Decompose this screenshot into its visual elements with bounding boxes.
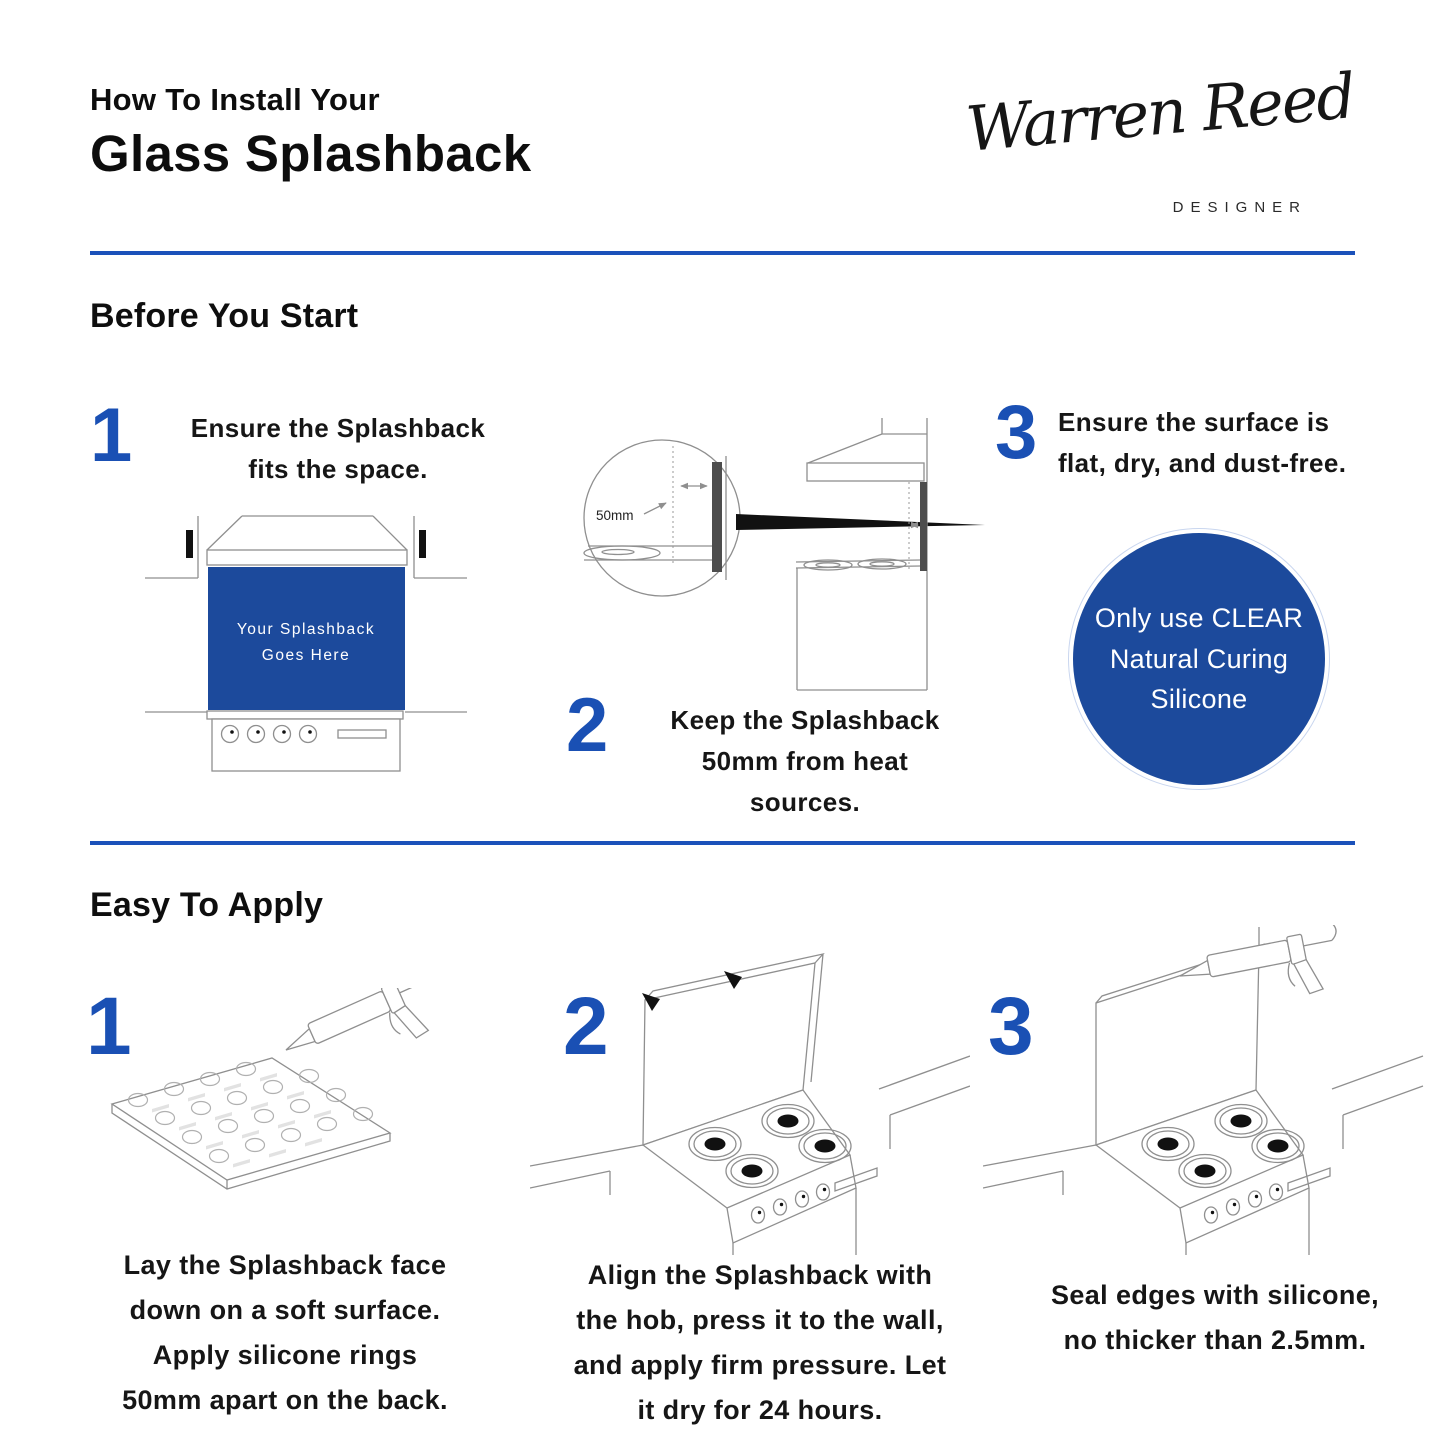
- before-step2-text: [635, 700, 975, 823]
- panel-silicone-illustration: [100, 988, 460, 1203]
- divider-top: [90, 251, 1355, 255]
- apply-step2-caption-line4: it dry for 24 hours.: [637, 1395, 883, 1426]
- pointer-wedge: [736, 514, 985, 530]
- before-step2-number: 2: [566, 683, 609, 768]
- cooker-hood-outline: [207, 516, 407, 550]
- before-step3-text: [1058, 402, 1428, 484]
- clearance-detail-illustration: [560, 418, 1000, 748]
- before-step3-line1: Ensure the surface is: [1058, 407, 1330, 437]
- brand-logo: [963, 59, 1357, 234]
- before-step1-number: 1: [90, 393, 133, 478]
- cooker-side-view: [796, 418, 927, 690]
- dimension-label: 50mm: [596, 508, 634, 523]
- logo-signature-text: Warren Reed: [963, 59, 1357, 166]
- splashback-placeholder-area: [208, 567, 405, 710]
- title-line-2: Glass Splashback: [90, 125, 532, 182]
- before-step3-line2: flat, dry, and dust-free.: [1058, 448, 1347, 479]
- silicone-badge: [1068, 528, 1330, 790]
- apply-step1-caption-line3: Apply silicone rings: [152, 1340, 418, 1371]
- splashback-edge-detail: [712, 462, 722, 572]
- cabinet-handle-left: [186, 530, 193, 558]
- apply-step3-caption-line2: no thicker than 2.5mm.: [1063, 1325, 1367, 1356]
- page-title: [90, 82, 531, 183]
- logo-subtitle: DESIGNER: [1172, 199, 1307, 216]
- seal-edges-illustration: [983, 925, 1438, 1255]
- before-step1-line2: fits the space.: [248, 454, 428, 485]
- apply-step2-number: 2: [563, 981, 609, 1072]
- apply-step1-caption: [70, 1243, 500, 1423]
- before-step1-line1: Ensure the Splashback: [190, 413, 486, 443]
- apply-step2-caption-line3: and apply firm pressure. Let: [573, 1350, 947, 1381]
- title-line-1: How To Install Your: [90, 82, 380, 117]
- silicone-badge-circle: [1073, 533, 1325, 785]
- before-heading: Before You Start: [90, 297, 359, 335]
- splashback-placeholder-line2: Goes Here: [261, 647, 351, 664]
- silicone-badge-line1: Only use CLEAR: [1094, 603, 1304, 634]
- splashback-placeholder-line1: Your Splashback: [236, 621, 376, 638]
- apply-step1-number: 1: [86, 981, 132, 1072]
- silicone-badge-line3: Silicone: [1150, 684, 1248, 715]
- apply-step2-caption-line2: the hob, press it to the wall,: [576, 1305, 944, 1336]
- before-step2-line3: sources.: [749, 787, 861, 818]
- apply-step1-caption-line2: down on a soft surface.: [129, 1295, 441, 1326]
- divider-middle: [90, 841, 1355, 845]
- before-step2-line2: 50mm from heat: [701, 746, 909, 777]
- apply-step3-caption-line1: Seal edges with silicone,: [1050, 1280, 1380, 1310]
- apply-step2-caption: [520, 1253, 1000, 1433]
- apply-step2-caption-line1: Align the Splashback with: [587, 1260, 933, 1290]
- apply-step3-caption: [995, 1273, 1435, 1363]
- apply-heading: Easy To Apply: [90, 886, 324, 924]
- cooker-front-illustration: [130, 492, 530, 802]
- apply-step1-caption-line1: Lay the Splashback face: [123, 1250, 447, 1280]
- caulking-gun-icon: [277, 988, 451, 1088]
- cabinet-handle-right: [419, 530, 426, 558]
- apply-step3-number: 3: [988, 981, 1034, 1072]
- before-step3-number: 3: [995, 390, 1038, 475]
- apply-step1-caption-line4: 50mm apart on the back.: [122, 1385, 448, 1416]
- before-step2-line1: Keep the Splashback: [670, 705, 940, 735]
- before-step1-text: [148, 408, 528, 490]
- align-splashback-illustration: [530, 925, 970, 1255]
- silicone-badge-line2: Natural Curing: [1109, 643, 1289, 674]
